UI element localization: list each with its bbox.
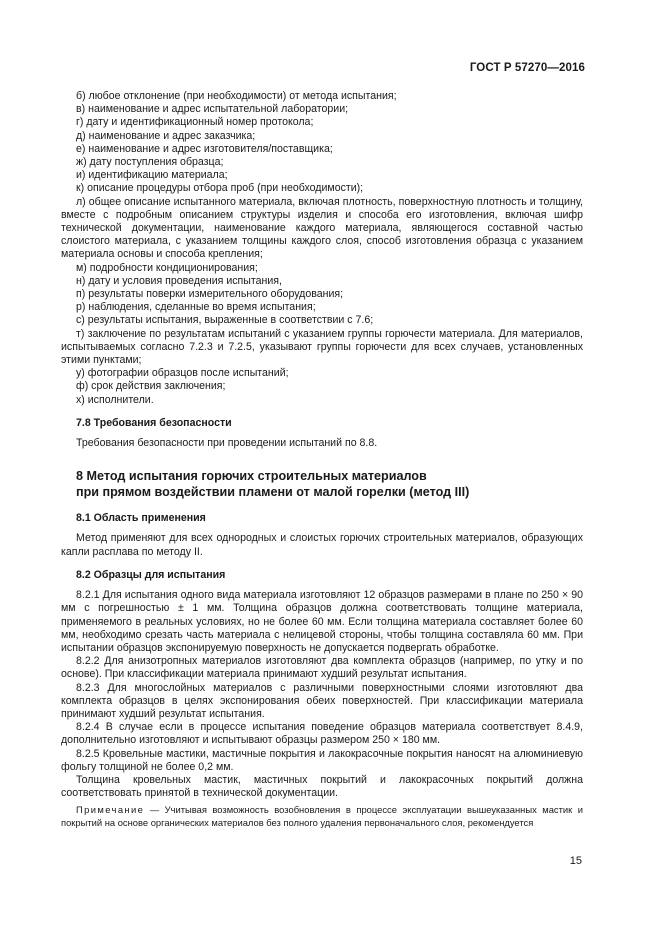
page-number: 15 (569, 855, 582, 867)
list-item: н) дату и условия проведения испытания, (76, 274, 282, 287)
paragraph-8-2-1: 8.2.1 Для испытания одного вида материала изготовляют 12 образцов размерами в плане по 250 × 90 мм с погрешностью ± 1 мм. Толщина образцов должна соответствовать толщине материала, применяемого в реальных условиях, но не более 60 мм. Если толщина материала составляет более 60 мм, необходимо срезать часть материала с нелицевой стороны, чтобы толщина составляла 60 мм. При испытании образцов экспонируемую поверхность не допускается подвергать обработке. (61, 589, 583, 654)
list-item: б) любое отклонение (при необходимости) от метода испытания; (76, 90, 397, 102)
section-8-1-title: 8.1 Область применения (76, 512, 206, 525)
list-item: м) подробности кондиционирования; (76, 261, 258, 274)
list-item: х) исполнители. (76, 393, 154, 406)
note (61, 804, 583, 829)
list-item: ф) срок действия заключения; (76, 380, 226, 393)
chapter-8-title-line1: 8 Метод испытания горючих строительных материалов (76, 469, 427, 484)
list-item: у) фотографии образцов после испытаний; (76, 367, 289, 380)
section-7-8-text: Требования безопасности при проведении испытаний по 8.8. (76, 437, 378, 450)
chapter-8-title (76, 468, 583, 500)
list-item: с) результаты испытания, выраженные в соответствии с 7.6; (76, 314, 374, 327)
section-8-2-title: 8.2 Образцы для испытания (76, 568, 226, 581)
list-item: к) описание процедуры отбора проб (при необходимости); (76, 182, 364, 195)
list-item: г) дату и идентификационный номер протокола; (76, 116, 314, 129)
paragraph-8-2-4: 8.2.4 В случае если в процессе испытания поведение образцов материала соответствует 8.4.9, дополнительно изготовляют и испытывают образцы размером 250 × 180 мм. (61, 721, 583, 747)
paragraph-8-2-3: 8.2.3 Для многослойных материалов с различными поверхностными слоями изготовляют два комплекта образцов в целях экспонирования обеих поверхностей. При классификации материала принимают худший результат испытания. (61, 681, 583, 720)
document-header: ГОСТ Р 57270—2016 (469, 62, 585, 74)
list-item: е) наименование и адрес изготовителя/поставщика; (76, 142, 333, 155)
note-text: — Учитывая возможность возобновления в процессе эксплуатации вышеуказанных мастик и покрытий на основе органических материалов без полного удаления первоначального слоя, рекомендуется (61, 804, 583, 828)
list-items (61, 90, 583, 407)
list-item: в) наименование и адрес испытательной лаборатории; (76, 103, 349, 116)
paragraph-8-2-2: 8.2.2 Для анизотропных материалов изготовляют два комплекта образцов (например, по утку и по основе). При классификации материала принимают худший результат испытания. (61, 655, 583, 681)
list-item: п) результаты поверки измерительного оборудования; (76, 288, 344, 301)
page-content (61, 90, 583, 830)
paragraph-8-2-5: 8.2.5 Кровельные мастики, мастичные покрытия и лакокрасочные покрытия наносят на алюминиевую фольгу толщиной не более 0,2 мм. (61, 747, 583, 773)
list-item: р) наблюдения, сделанные во время испытания; (76, 301, 316, 314)
list-item: д) наименование и адрес заказчика; (76, 129, 256, 142)
list-item: т) заключение по результатам испытаний с указанием группы горючести материала. Для материалов, испытываемых согласно 7.2.3 и 7.2.5, указывают группы горючести для всех случаев, установленных этими пунктами; (61, 327, 583, 367)
chapter-8-title-line2: при прямом воздействии пламени от малой горелки (метод III) (76, 485, 470, 500)
paragraph-thickness: Толщина кровельных мастик, мастичных покрытий и лакокрасочных покрытий должна соответствовать принятой в технической документации. (61, 773, 583, 800)
list-item: и) идентификацию материала; (76, 169, 228, 182)
section-7-8-title: 7.8 Требования безопасности (76, 416, 232, 429)
note-label: Примечание (76, 804, 145, 816)
section-8-1-text: Метод применяют для всех однородных и слоистых горючих строительных материалов, образующих капли расплава по методу II. (61, 532, 583, 558)
list-item: л) общее описание испытанного материала, включая плотность, поверхностную плотность и толщину, вместе с подробным описанием структуры изделия и способа его изготовления, включая шифр технической документации, наименование каждого материала, являющегося составной частью слоистого материала, с указанием толщины каждого слоя, способ изготовления образца с указанием материала основы и способа крепления; (61, 195, 583, 261)
list-item: ж) дату поступления образца; (76, 156, 224, 169)
